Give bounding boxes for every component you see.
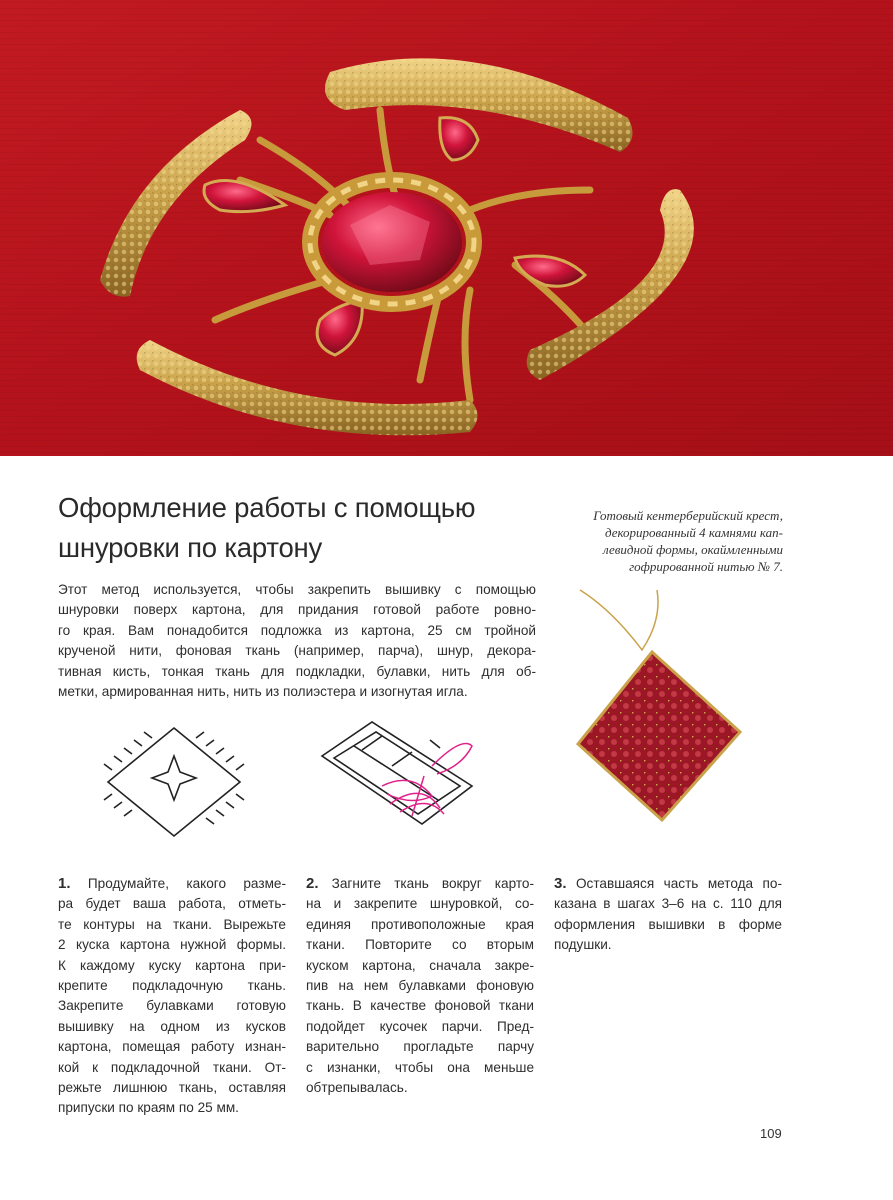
step-line-text: Оставшаяся часть метода по- xyxy=(575,876,782,891)
caption-line: Готовый кентерберийский крест, xyxy=(593,508,783,523)
intro-line: Этот метод используется, чтобы закрепить вышивку с помощью xyxy=(58,582,536,597)
hero-photo xyxy=(0,0,893,456)
step-line xyxy=(306,874,534,894)
step-number: 3. xyxy=(554,875,567,892)
step-line: ра будет ваша работа, отметь- xyxy=(58,896,286,912)
step-line: ткани. Повторите со вторым xyxy=(306,937,534,953)
finished-ornament-photo xyxy=(572,580,752,845)
center-gem xyxy=(310,180,474,304)
intro-line: тивная кисть, тонкая ткань для подкладки, булавки, нить для об- xyxy=(58,663,536,679)
title-line: шнуровки по картону xyxy=(58,532,323,563)
step-line-text: Загните ткань вокруг карто- xyxy=(331,876,534,891)
step-line: единяя противоположные края xyxy=(306,916,534,932)
diagram-step-2 xyxy=(312,716,482,841)
step-line-text: Продумайте, какого разме- xyxy=(87,876,287,891)
title-line: Оформление работы с помощью xyxy=(58,492,476,523)
step-3 xyxy=(554,874,782,956)
lacing-diagram xyxy=(312,716,482,836)
step-number: 2. xyxy=(306,875,319,892)
step-number: 1. xyxy=(58,875,71,892)
page-title xyxy=(58,488,528,568)
intro-line: го края. Вам понадобится подложка из картона, 25 см тройной xyxy=(58,622,536,638)
intro-paragraph xyxy=(58,580,536,702)
intro-line: метки, армированная нить, нить из полиэстера и изогнутая игла. xyxy=(58,684,468,700)
step-line xyxy=(58,874,286,894)
step-line: подойдет кусочек парчи. Пред- xyxy=(306,1018,534,1034)
canterbury-cross-illustration xyxy=(0,0,893,456)
step-line: крепите подкладочную ткань. xyxy=(58,978,286,994)
step-line: режьте лишнюю ткань, оставляя xyxy=(58,1080,286,1096)
intro-line: шнуровки поверх картона, для придания готовой работе ровно- xyxy=(58,602,536,618)
step-line: кой к подкладочной ткани. От- xyxy=(58,1059,286,1075)
step-line: обтрепывалась. xyxy=(306,1080,408,1096)
step-line: подушки. xyxy=(554,937,612,953)
step-line: ткань. В качестве фоновой ткани xyxy=(306,998,534,1014)
page-number: 109 xyxy=(760,1126,782,1141)
step-line: оформления вышивки в форме xyxy=(554,916,782,932)
ornament-illustration xyxy=(572,580,752,840)
step-1 xyxy=(58,874,286,1119)
step-line: пив на нем булавками фоновую xyxy=(306,978,534,994)
step-line: с изнанки, чтобы она меньше xyxy=(306,1059,534,1075)
photo-caption xyxy=(540,507,783,575)
caption-line: гофрированной нитью № 7. xyxy=(629,559,783,574)
step-line: 2 куска картона нужной формы. xyxy=(58,937,286,953)
step-line: куском картона, сначала закре- xyxy=(306,957,534,973)
step-line: варительно прогладьте парчу xyxy=(306,1039,534,1055)
step-line xyxy=(554,874,782,894)
step-line: казана в шагах 3–6 на с. 110 для xyxy=(554,896,782,912)
step-line: на и закрепите шнуровкой, со- xyxy=(306,896,534,912)
caption-line: декорированный 4 камнями кап- xyxy=(604,525,783,540)
step-line: припуски по краям по 25 мм. xyxy=(58,1100,239,1116)
step-line: вышивку на одном из кусков xyxy=(58,1018,286,1034)
step-line: те контуры на ткани. Вырежьте xyxy=(58,916,286,932)
caption-line: левидной формы, окаймленными xyxy=(602,542,783,557)
intro-line: крученой нити, фоновая ткань (например, парча), шнур, декора- xyxy=(58,643,536,659)
step-2 xyxy=(306,874,534,1098)
step-line: картона, помещая работу изнан- xyxy=(58,1039,286,1055)
diagram-step-1 xyxy=(92,720,252,845)
step-line: К каждому куску картона при- xyxy=(58,957,286,973)
diamond-star-diagram xyxy=(92,720,252,840)
step-line: Закрепите булавками готовую xyxy=(58,998,286,1014)
